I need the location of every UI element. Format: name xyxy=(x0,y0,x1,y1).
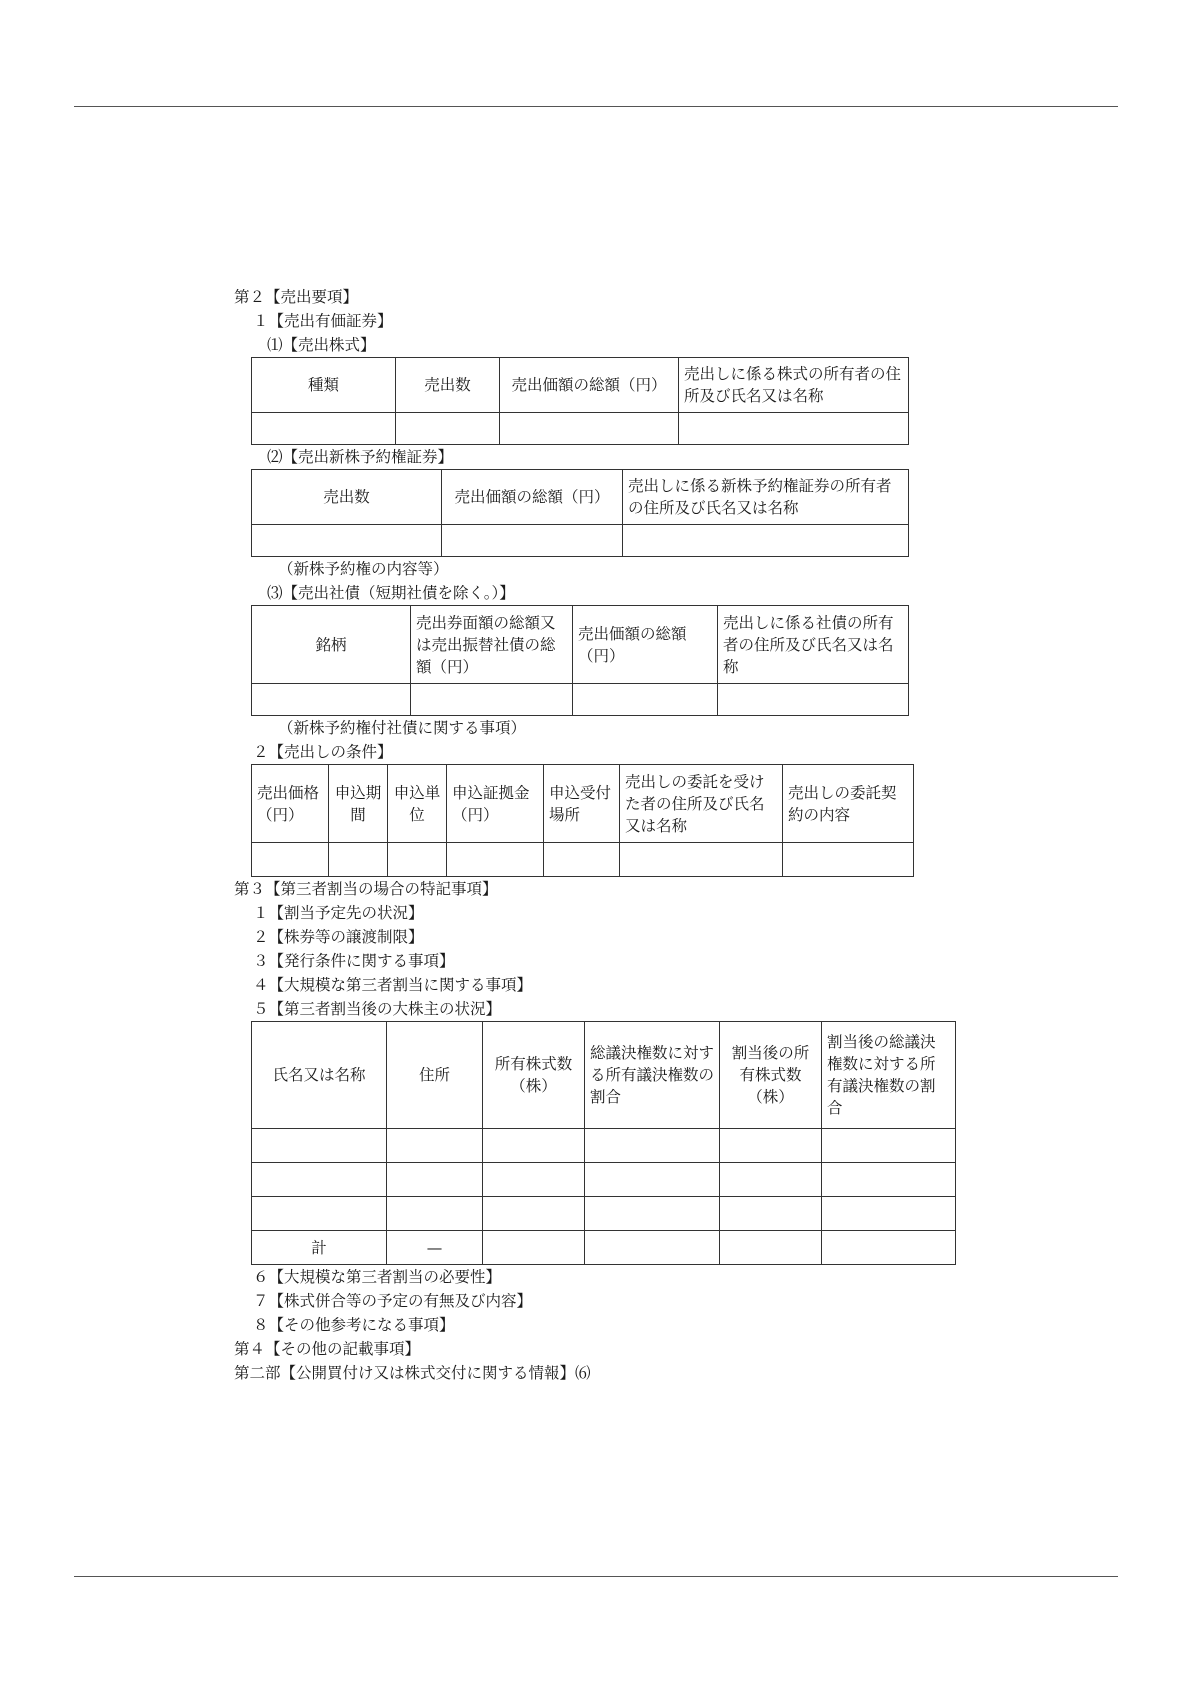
table-row xyxy=(252,1163,956,1197)
table-header: 申込証拠金（円） xyxy=(447,765,544,843)
heading-offering-bonds: ⑶【売出社債（短期社債を除く。）】 xyxy=(267,584,515,602)
major-shareholders-table xyxy=(251,1021,956,1265)
header-rule xyxy=(74,106,1118,107)
table-header: 売出数 xyxy=(396,358,500,413)
heading-allotment-necessity: ６【大規模な第三者割当の必要性】 xyxy=(253,1268,502,1286)
table-row xyxy=(252,413,909,445)
table-header: 売出しに係る株式の所有者の住所及び氏名又は名称 xyxy=(679,358,909,413)
table-header: 売出しに係る新株予約権証券の所有者の住所及び氏名又は名称 xyxy=(623,470,909,525)
table-header: 割当後の総議決権数に対する所有議決権数の割合 xyxy=(822,1022,956,1129)
table-header: 売出数 xyxy=(252,470,442,525)
table-header: 住所 xyxy=(387,1022,483,1129)
table-row xyxy=(252,525,909,557)
footer-rule xyxy=(74,1576,1118,1577)
offering-warrants-table xyxy=(251,469,909,557)
table-row xyxy=(252,684,909,716)
table-header: 氏名又は名称 xyxy=(252,1022,387,1129)
table-header: 売出価額の総額（円） xyxy=(573,606,718,684)
table-header: 割当後の所有株式数（株） xyxy=(720,1022,822,1129)
table-row xyxy=(252,843,914,877)
heading-offering-warrants: ⑵【売出新株予約権証券】 xyxy=(267,448,454,466)
heading-major-shareholders: ５【第三者割当後の大株主の状況】 xyxy=(253,1000,502,1018)
table-row xyxy=(252,1197,956,1231)
table-row xyxy=(252,1129,956,1163)
table-header: 売出しの委託契約の内容 xyxy=(783,765,914,843)
heading-part-2: 第２【売出要項】 xyxy=(234,288,359,306)
table-header: 種類 xyxy=(252,358,396,413)
table-header: 売出しに係る社債の所有者の住所及び氏名又は名称 xyxy=(718,606,909,684)
heading-part-4: 第４【その他の記載事項】 xyxy=(234,1340,421,1358)
heading-offering-securities: １【売出有価証券】 xyxy=(253,312,393,330)
heading-second-part: 第二部【公開買付け又は株式交付に関する情報】⑹ xyxy=(234,1364,591,1382)
table-header: 申込単位 xyxy=(388,765,447,843)
table-header: 売出しの委託を受けた者の住所及び氏名又は名称 xyxy=(620,765,783,843)
heading-offering-shares: ⑴【売出株式】 xyxy=(267,336,376,354)
document-body xyxy=(234,285,960,1385)
total-label: 計 xyxy=(252,1231,387,1265)
heading-large-allotment: ４【大規模な第三者割当に関する事項】 xyxy=(253,976,533,994)
heading-other-reference: ８【その他参考になる事項】 xyxy=(253,1316,455,1334)
note-warrant-details: （新株予約権の内容等） xyxy=(278,560,449,578)
heading-part-3: 第３【第三者割当の場合の特記事項】 xyxy=(234,880,498,898)
heading-share-consolidation: ７【株式併合等の予定の有無及び内容】 xyxy=(253,1292,533,1310)
heading-transfer-restrictions: ２【株券等の譲渡制限】 xyxy=(253,928,424,946)
table-header: 売出価額の総額（円） xyxy=(442,470,623,525)
table-header: 所有株式数（株） xyxy=(483,1022,585,1129)
heading-offering-conditions: ２【売出しの条件】 xyxy=(253,743,393,761)
total-row xyxy=(252,1231,956,1265)
table-header: 銘柄 xyxy=(252,606,411,684)
table-header: 総議決権数に対する所有議決権数の割合 xyxy=(585,1022,720,1129)
heading-allottee-status: １【割当予定先の状況】 xyxy=(253,904,424,922)
table-header: 売出券面額の総額又は売出振替社債の総額（円） xyxy=(411,606,573,684)
note-bond-details: （新株予約権付社債に関する事項） xyxy=(278,719,527,737)
table-header: 売出価額の総額（円） xyxy=(500,358,679,413)
offering-conditions-table xyxy=(251,764,914,877)
offering-bonds-table xyxy=(251,605,909,716)
total-address-dash: — xyxy=(387,1231,483,1265)
table-header: 売出価格（円） xyxy=(252,765,329,843)
table-header: 申込期間 xyxy=(329,765,388,843)
table-header: 申込受付場所 xyxy=(544,765,620,843)
heading-issue-conditions: ３【発行条件に関する事項】 xyxy=(253,952,455,970)
offering-shares-table xyxy=(251,357,909,445)
